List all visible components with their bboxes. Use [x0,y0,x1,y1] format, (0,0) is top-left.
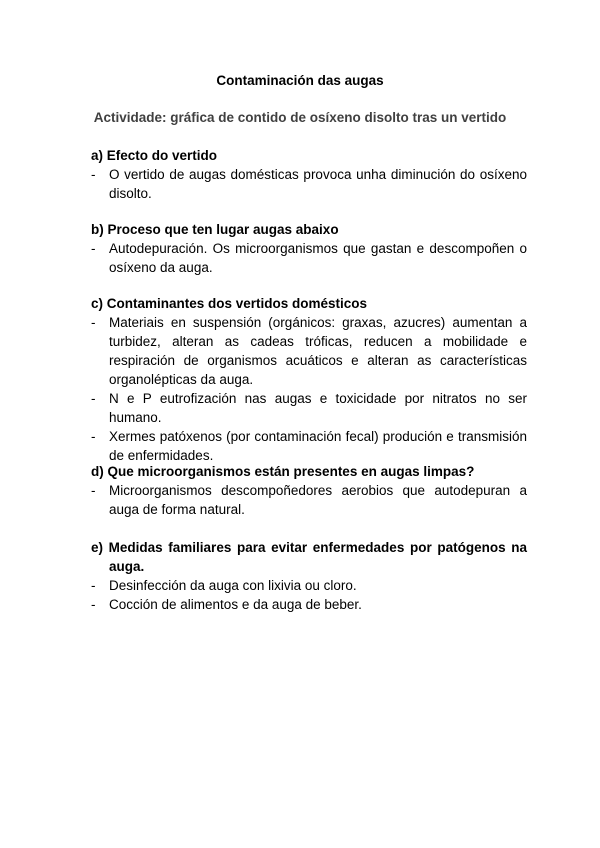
item-text: Cocción de alimentos e da auga de beber. [109,597,362,612]
bullet-dash: - [91,597,96,612]
bullet-dash: - [91,483,96,498]
list-item [91,481,527,519]
list-item [91,595,527,614]
bullet-dash: - [91,429,96,444]
section-heading: c) Contaminantes dos vertidos domésticos [91,296,368,311]
document-title: Contaminación das augas [216,73,384,88]
section-heading: b) Proceso que ten lugar augas abaixo [91,222,339,237]
bullet-dash: - [91,391,96,406]
item-text: Autodepuración. Os microorganismos que gastan e descompoñen o osíxeno da auga. [109,241,527,275]
list-item [91,313,527,389]
section-d [91,462,527,519]
section-heading: d) Que microorganismos están presentes en augas limpas? [91,464,475,479]
section-heading: a) Efecto do vertido [91,148,218,163]
bullet-dash: - [91,578,96,593]
section-heading: e) Medidas familiares para evitar enfermedades por patógenos na auga. [91,540,527,574]
bullet-dash: - [91,315,96,330]
item-text: O vertido de augas domésticas provoca unha diminución do osíxeno disolto. [109,167,527,201]
activity-subtitle: Actividade: gráfica de contido de osíxeno disolto tras un vertido [93,110,507,125]
section-b [91,220,527,277]
bullet-dash: - [91,167,96,182]
section-a [91,146,527,203]
section-c [91,294,527,465]
item-text: N e P eutrofización nas augas e toxicidade por nitratos no ser humano. [109,391,527,425]
list-item [91,165,527,203]
list-item [91,427,527,465]
bullet-dash: - [91,241,96,256]
item-text: Materiais en suspensión (orgánicos: graxas, azucres) aumentan a turbidez, alteran as cadeas tróficas, reducen a mobilidade e respiración de organismos acuáticos e alteran as características organolépticas da auga. [109,315,527,387]
item-text: Microorganismos descompoñedores aerobios que autodepuran a auga de forma natural. [109,483,527,517]
item-text: Xermes patóxenos (por contaminación fecal) produción e transmisión de enfermidades. [109,429,527,463]
list-item [91,389,527,427]
item-text: Desinfección da auga con lixivia ou cloro. [109,578,357,593]
section-e [91,538,527,614]
list-item [91,576,527,595]
list-item [91,239,527,277]
